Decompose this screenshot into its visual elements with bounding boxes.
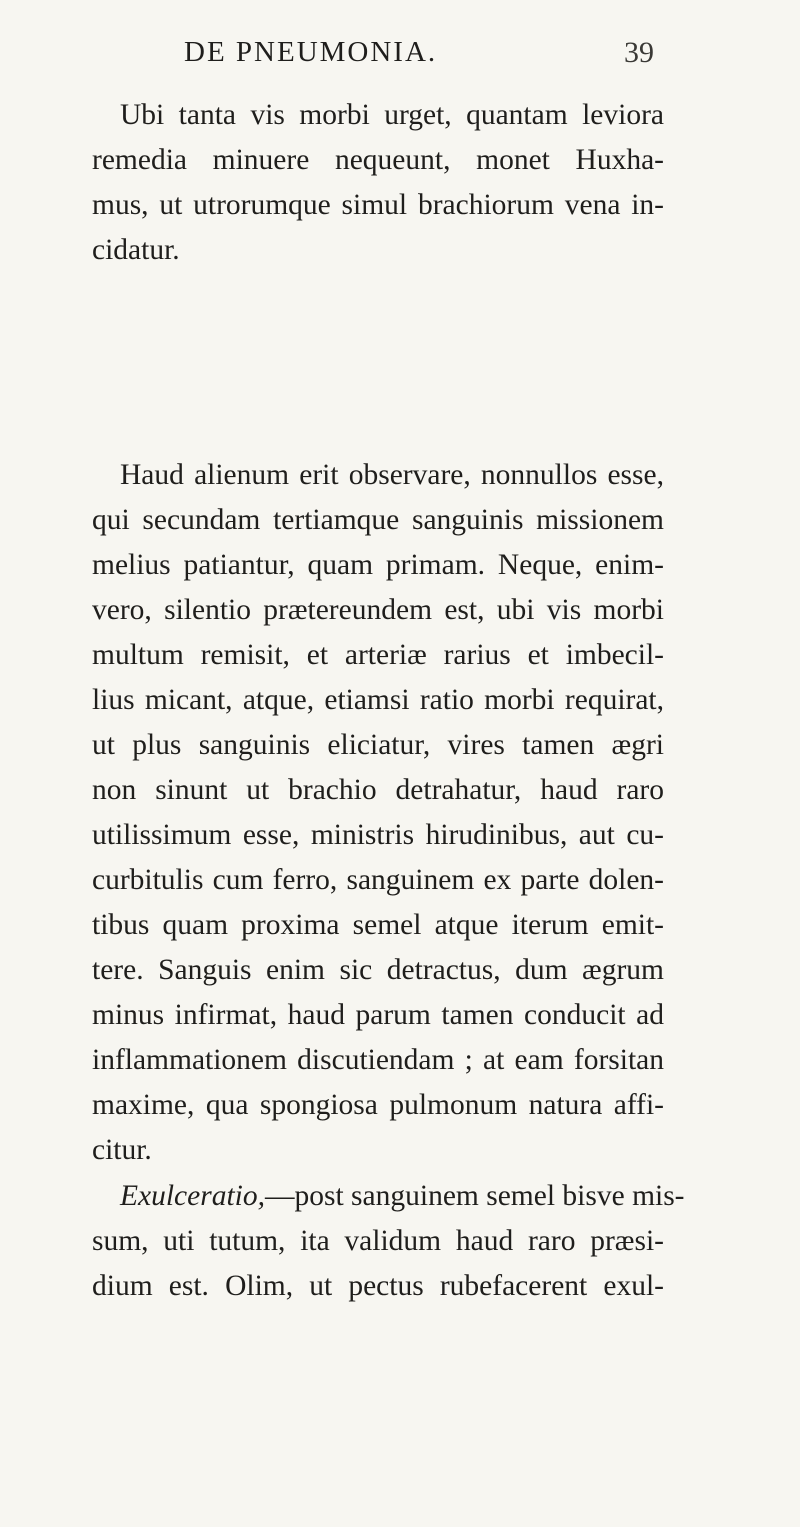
text-line: minus infirmat, haud parum tamen conducit ad	[92, 999, 664, 1031]
text-line: qui secundam tertiamque sanguinis missionem	[92, 504, 664, 536]
text-line: curbitulis cum ferro, sanguinem ex parte dolen-	[92, 864, 664, 896]
text-line: non sinunt ut brachio detrahatur, haud raro	[92, 774, 664, 806]
text-line: inflammationem discutiendam ; at eam forsitan	[92, 1044, 664, 1076]
text-line: citur.	[92, 1134, 152, 1166]
paragraph-1	[92, 93, 664, 273]
text-line: melius patiantur, quam primam. Neque, enim-	[92, 549, 664, 581]
paragraph-3	[92, 1174, 685, 1309]
text-line: remedia minuere nequeunt, monet Huxha-	[92, 144, 664, 176]
line-remainder: —post sanguinem semel bisve mis-	[265, 1180, 685, 1212]
running-title: DE PNEUMONIA.	[184, 36, 438, 68]
text-line: Ubi tanta vis morbi urget, quantam leviora	[120, 99, 664, 131]
text-line: tere. Sanguis enim sic detractus, dum ægrum	[92, 954, 664, 986]
text-line: maxime, qua spongiosa pulmonum natura affi-	[92, 1089, 664, 1121]
italic-lead-word: Exulceratio,	[120, 1180, 265, 1212]
text-line: ut plus sanguinis eliciatur, vires tamen ægri	[92, 729, 664, 761]
text-line: lius micant, atque, etiamsi ratio morbi requirat,	[92, 684, 664, 716]
text-line: sum, uti tutum, ita validum haud raro præsi-	[92, 1225, 664, 1257]
paragraph-2	[92, 453, 664, 1173]
page-number: 39	[624, 36, 654, 69]
text-line: utilissimum esse, ministris hirudinibus, aut cu-	[92, 819, 664, 851]
page-header	[184, 36, 654, 76]
text-line: vero, silentio prætereundem est, ubi vis morbi	[92, 594, 664, 626]
text-line: dium est. Olim, ut pectus rubefacerent exul-	[92, 1270, 664, 1302]
text-line: multum remisit, et arteriæ rarius et imbecil-	[92, 639, 664, 671]
text-line: cidatur.	[92, 234, 180, 266]
text-line: Haud alienum erit observare, nonnullos esse,	[120, 459, 664, 491]
text-line: tibus quam proxima semel atque iterum emit-	[92, 909, 664, 941]
text-line: mus, ut utrorumque simul brachiorum vena in-	[92, 189, 664, 221]
text-line	[92, 1174, 685, 1219]
